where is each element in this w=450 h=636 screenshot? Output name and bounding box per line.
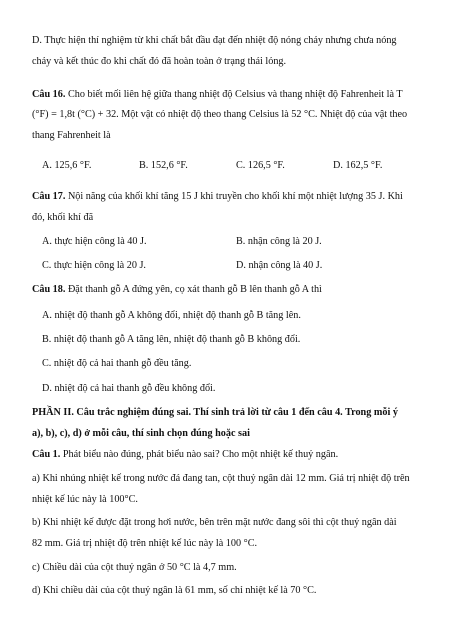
p2q1-c-line: c) Chiều dài của cột thuỷ ngân ở 50 °C là 4,7 mm. xyxy=(32,561,237,573)
part2-heading-line2: a), b), c), d) ở mỗi câu, thí sinh chọn đúng hoặc sai xyxy=(32,428,250,440)
p2q1-d-line: d) Khi chiều dài của cột thuỷ ngân là 61 mm, số chỉ nhiệt kế là 70 °C. xyxy=(32,585,317,596)
p2q1-a-line2: nhiệt kế lúc này là 100°C. xyxy=(32,494,138,506)
q17-text-line1: Nội năng của khối khí tăng 15 J khi truyền cho khối khí một nhiệt lượng 35 J. Khi xyxy=(67,190,403,202)
q18-option-d: D. nhiệt độ cả hai thanh gỗ đều không đổi. xyxy=(42,383,216,395)
q18-stem: Đặt thanh gỗ A đứng yên, cọ xát thanh gỗ B lên thanh gỗ A thì xyxy=(67,284,322,296)
q16-text-line1: Cho biết mối liên hệ giữa thang nhiệt độ Celsius và thang nhiệt độ Fahrenheit là T xyxy=(67,88,403,100)
p2q1-label: Câu 1. xyxy=(32,449,61,461)
q17-option-a: A. thực hiện công là 40 J. xyxy=(42,235,147,247)
q16-option-a: A. 125,6 °F. xyxy=(42,159,92,171)
q18-label: Câu 18. xyxy=(32,284,66,296)
p2q1-a-line1: a) Khi nhúng nhiệt kế trong nước đá đang tan, cột thuỷ ngân dài 12 mm. Giá trị nhiệt độ trên xyxy=(32,473,410,485)
q15-option-d-line2: chảy và kết thúc đo khi chất đó đã hoàn toàn ở trạng thái lỏng. xyxy=(32,55,287,67)
p2q1-b-line1: b) Khi nhiệt kế được đặt trong hơi nước, bên trên mặt nước đang sôi thì cột thuỷ ngân dài xyxy=(32,517,397,529)
q16-option-d: D. 162,5 °F. xyxy=(333,159,383,171)
q18-option-a: A. nhiệt độ thanh gỗ A không đổi, nhiệt độ thanh gỗ B tăng lên. xyxy=(42,309,301,321)
p2q1-stem-line xyxy=(32,450,338,460)
q16-label: Câu 16. xyxy=(32,88,66,100)
q17-option-b: B. nhận công là 20 J. xyxy=(236,235,322,247)
q18-option-b: B. nhiệt độ thanh gỗ A tăng lên, nhiệt độ thanh gỗ B không đổi. xyxy=(42,333,301,345)
q18-stem-line xyxy=(32,285,322,295)
q16-line1 xyxy=(32,90,403,100)
q16-option-b: B. 152,6 °F. xyxy=(139,159,188,171)
p2q1-b-line2: 82 mm. Giá trị nhiệt độ trên nhiệt kế lúc này là 100 °C. xyxy=(32,538,258,550)
q17-line1 xyxy=(32,192,403,202)
q16-line2: (°F) = 1,8t (°C) + 32. Một vật có nhiệt độ theo thang Celsius là 52 °C. Nhiệt độ của vật theo xyxy=(32,109,408,121)
q17-line2: đó, khối khí đã xyxy=(32,211,94,223)
q17-option-d: D. nhận công là 40 J. xyxy=(236,260,323,272)
q16-option-c: C. 126,5 °F. xyxy=(236,159,285,171)
part2-heading-line1: PHẦN II. Câu trắc nghiệm đúng sai. Thí sinh trả lời từ câu 1 đến câu 4. Trong mỗi ý xyxy=(32,406,398,418)
q15-option-d-line1: D. Thực hiện thí nghiệm từ khi chất bắt đầu đạt đến nhiệt độ nóng chảy nhưng chưa nóng xyxy=(32,35,397,46)
q17-option-c: C. thực hiện công là 20 J. xyxy=(42,260,146,272)
p2q1-stem: Phát biểu nào đúng, phát biểu nào sai? Cho một nhiệt kế thuỷ ngân. xyxy=(62,449,339,461)
q18-option-c: C. nhiệt độ cả hai thanh gỗ đều tăng. xyxy=(42,358,192,370)
q16-line3: thang Fahrenheit là xyxy=(32,130,111,142)
q17-label: Câu 17. xyxy=(32,190,66,202)
